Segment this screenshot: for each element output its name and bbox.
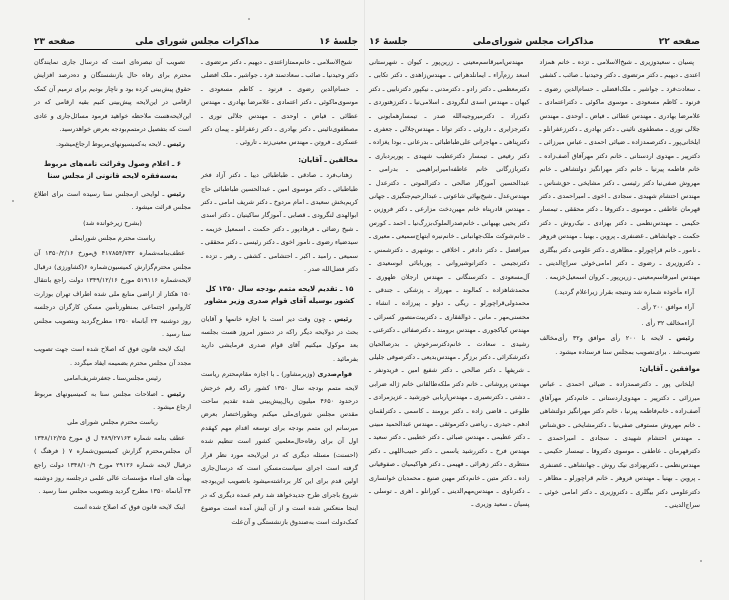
- scan-speck: [248, 18, 250, 20]
- opponents-list: زهتاب‌فرد ـ صادقی ـ طباطبائی دیبا ـ دکتر آزاد فخر طباطبائی ـ دکتر موسوی امین ـ عبدالحسین طباطبائی حاج کریم‌بخش سعیدی ـ امام مردوخ ـ دکتر شریف امامی ـ دکتر ابوالهدی لنگرودی ـ قصابی ـ آموزگار ساکینیان ـ دکتر اسدی ـ شیخ رضائی ـ فرهادپور ـ دکتر حکمت ـ اسمعیل خزیمه ـ سیدضیاء رضوی ـ نامور اخوی ـ دکتر رئیسی ـ دکتر محققی ـ سمیعی ـ رامبد ـ اکبر ـ احتشامی ـ کشفی ـ رهبر ـ تزده ـ دکتر فضل‌الله صدر .: [200, 171, 358, 274]
- column-left: [369, 56, 530, 514]
- minister-statement: قوام‌صدری (وزیرمشاور) ـ با اجازه مقام‌محترم ریاست لایحه متمم بودجه سال ۱۳۵۰ کشور راکه رقم خرجش درحدود ۴۶۵۰ میلیون ریال‌پیش‌بینی شده تقدیم ساحت مقدس مجلس شورای‌ملی میکنم وبطوراختصار بعرض میرسانم این متمم بودجه برای توسعه اقدام مهم کهقدم اول آن برای رفاه‌حال‌معلمین کشور است تنظیم شده (احسنت) مسئله دیگری که در این‌لایحه مورد نظر قرار گرفته است اجرای سیاست‌مسکن است که درسال‌جاری اولین قدم برای این کار برداشته‌میشود باتصویب این‌بودجه شروع باجرای طرح جدیدخواهد شد رقم عمده دیگری که در اینجا منعکس شده است و از آن آیش آمده است موضوع کمک‌دولت است به‌صندوق بازنشستگی و آن‌علت: [201, 370, 358, 526]
- voter-names: پسیان ـ سعیدوزیری ـ شیخ‌الاسلامی ـ تزده ـ خانم همزاد اعتدی ـ دیهیم ـ دکتر مرتضوی ـ دکتر وحیدنیا ـ صائب ـ کشفی ـ سعادت‌فرد ـ جواشیر ـ ملک‌افضلی ـ حسام‌الدین رضوی ـ فرنود ـ کاظم مسعودی ـ موسوی ماکوئی ـ دکتراعتمادی ـ غلامرضا بهادری ـ مهندس عطائی ـ فیاض ـ اوحدی ـ مهندس جلالی نوری ـ مصطفوی نائینی ـ دکتر بهادری ـ دکترزعفرانلو ـ ایلخانی‌پور ـ دکترصمدزاده ـ ضیائی احمدی ـ عباس میرزائی ـ دکترپیر ـ مهدوی اردستانی ـ خانم دکتر مهرآفاق آصف‌زاده ـ خانم فاطمه پیرنیا ـ خانم دکتر مهرانگیز دولتشاهی ـ خانم مهروش صفی‌نیا دکتر رئیسی ـ دکتر مشایخی ـ حق‌شناس ـ مهندس احتشام شهیدی ـ سجادی ـ اخوی ـ امیراحمدی ـ دکتر قهرمان عاطفی ـ موسوی ـ دکتروفا ـ دکتر محققی ـ تیمسار حکیمی ـ مهندس‌نظمی ـ دکتر بهزادی ـ نیک‌روش ـ دکتر حکمت ـ جهانشاهی ـ غضنفری ـ پروین ـ بهنیا ـ مهندس فروهر ـ نامور ـ خانم قراچورلو ـ مظاهری ـ دکتر علومی دکتر بیگلری ـ دکتروزیری ـ رضوی ـ دکتر امامی‌خوئی سراج‌الدینی ـ مهندس امیرقاسم‌معینی ـ زرین‌پور ـ کروان اسمعیل‌خزیمه .: [539, 58, 700, 281]
- scan-speck: [12, 200, 14, 202]
- letter-body: عطف بنامه شماره ۴۸۹/۲۷۱۶۳ ل ق مورخ ۱۳۴۸/۱۲/۲۵ آن مجلس‌محترم گزارش کمیسیون‌شماره ۷ ( فرهنگ ) درقبال لایحه شماره ۲۹۱۲۶ مورخ ۱۳۴۸/۱۰/۹ دولت راجع بهیأت های امناء مؤسسات عالی علمی درجلسه روز دوشنبه ۲۴ آبانماه ۱۳۵۰ مطرح گردید وبتصویب مجلس سنا رسید .: [34, 433, 192, 496]
- session-label: جلسهٔ ۱۶: [369, 37, 408, 47]
- letter-body: عطف‌بنامه‌شماره ۴۱۷۸۵۴/۷۳۲ ق‌مورخ ۱۳۵۰/۲/۱۶ آن مجلس محترم‌گزارش کمیسیون‌شماره ۶(کشاورزی) درقبال لایحه‌شماره ۵۱۹۱۱۶ مورخ ۱۳۴۹/۱۲/۱۶ دولت راجع بانتقال ۱۵۰ هکتار از اراضی منابع ملی شده اطراف تهران بوزارت کاروامور اجتماعی بمنظورتأمین مسکن کارگران درجلسه روز دوشنبه ۲۴ آبانماه ۱۳۵۰ مطرح‌گردید وبتصویب مجلس سنا رسید .: [34, 249, 192, 338]
- running-title: مذاکرات مجلس شورای ملی: [135, 37, 260, 47]
- voter-names: مهندس‌امیرقاسم‌معینی ـ زرین‌پور ـ کیوان ـ شهرستانی اسعد رزم‌آراء ـ ایمانلدهراتی ـ مهندس‌زاهدی ـ دکتر تکابی ـ دکترمعظمی ـ دکتر رادو ـ دکترمدنی ـ نیکپور دکترنابیی ـ دکتر کیهان ـ مهندس اسدی لنگرودی ـ اسلامی‌نیا ـ دکترزهتوردی ـ دکترراد ـ دکترمیروجیه‌الله صدر ـ تیمسارهمایونی ـ دکترجزایری ـ داروئی ـ دکتر توانا ـ مهندس‌جلالی ـ جعفری ـ دکترپناهی ـ مهاجرانی علی‌طباطبائی ـ بدرعانی ـ بودا یغزاده ـ دکتر رفیعی ـ تیمسار دکترعطیب شهیدی ـ پوربردباری ـ دکتربازرگانی خانم عاطفه‌امیرابراهیمی ـ بدرامی ـ عبدالحسین آموزگار صالحی ـ دکترالموتی ـ دکترعدل ـ مهندس‌عدل ـ شیخ‌بهائی شاعوتی ـ عبدالرحیم‌جنگیزی ـ جهانی ـ مهندس قادرپناه خانم مهین‌دخت مزارعی ـ دکتر فروزین ـ دکتر یحیی بهبهانی ـ خانم‌صدرالملوک‌بزرگ‌نیا ـ احمد ـ کورس ـ خانم‌شوکت ملک‌جهانبانی ـ خانم‌نیره ابتهاج‌سمیعی ـ معیری ـ میرافضل ـ دکتر دادفر ـ اخلاقی ـ بوشهری ـ دکترشمس ـ دکترنجیمی ـ دکترانوشیروانی ـ پوربابائی ابوسعیدی ـ آل‌مسعودی ـ دکترسنگانی ـ مهندس ارجلان ظهوری ـ محمدشاهزاده ـ کمالوند ـ مهرزاد ـ پزشکی ـ جندقی ـ محمدولی‌قراچورلو ـ ریگی ـ دولو ـ پیرزاده ـ انشاء ـ محسنی‌مهر ـ مانی ـ ذوالفقاری ـ دکتربیت‌منصور کسرائی ـ مهندس کیاکجوری ـ مهندس برومند ـ دکترصفائی ـ دکترغنی ـ رشیدی ـ سعادت ـ خانم‌دکترسرخوش ـ بدرصالحیان دکترشکرائی ـ دکتر برزگر ـ مهندس‌بدیعی ـ دکترصوفی جلیلی ـ شریفها ـ دکتر صالحی ـ دکتر شفیع امین ـ فریدونفر ـ مهندس پروشانی ـ خانم دکتر ملکه‌طالقانی خانم ژاله ضرابی ـ دشتی ـ دکترنصیری ـ مهندس‌اربابی خورشید ـ عزیزمرادی ـ طلوعی ـ قاضی زاده ـ دکتر برومند ـ کاسمی ـ دکترلقمان ادهم ـ حیدری ـ ریاضی دکترموثقی ـ مهندس عبدالحمید مبینی ـ دکتر عظیمی ـ مهندس صبائی ـ دکتر خطیبی ـ دکتر سعید ـ مهندس فرخ ـ دکتررشید یاسمی ـ دکتر حبیب‌اللهی ـ دکتر منتظری ـ دکتر زهرائی ـ فهیمی ـ دکتر هواکیمیان ـ صفوقیانی زاده ـ دکتر متین ـ خانم‌دکتر مهین صنیع ـ محمدیان خوانساری ـ دکترناوی ـ مهندس‌مهم‌الدینی ـ کورانلو ـ اهری ـ توسلی ـ پسیان ـ سعید وزیری ـ: [369, 58, 530, 509]
- page-number: صفحه ۲۳: [34, 37, 76, 47]
- read-note: (بشرح زیرخوانده شد): [83, 218, 142, 227]
- president-statement: رئیس ـ لایحه به‌کمیسیونهای‌مربوط ارجاع‌میشود.: [56, 140, 185, 149]
- running-title: مذاکرات مجلس شورای‌ملی: [472, 37, 594, 47]
- vote-note: آراء مأخوذه شماره شد ونتیجه بقرار زیراعلام گردید.): [554, 287, 694, 296]
- president-statement: رئیس ـ اصلاحات مجلس سنا به کمیسیونهای مربوط ارجاع میشود .: [34, 389, 191, 411]
- session-label: جلسهٔ ۱۶: [319, 37, 358, 47]
- item-6-heading: ۶ ـ اعلام وصول وقرائت نامه‌های مربوط به‌سه‌فقره لایحه قانونی از مجلس سنا: [44, 159, 181, 180]
- president-statement: رئیس ـ لایحه با ۲۰۰ رأی موافق و۳۲ رأی‌مخالف تصویب‌شد . برای‌تصویب بمجلس سنا فرستاده میشود .: [539, 334, 700, 356]
- page-header: [34, 35, 358, 50]
- column-right: [201, 56, 358, 531]
- page-23: [0, 0, 364, 600]
- president-statement: رئیس ـ لوایحی ازمجلس سنا رسیده است برای اطلاع مجلس قرائت میشود .: [34, 189, 191, 212]
- column-left: [34, 56, 191, 531]
- paragraph: تصویب آن تبصره‌ای است که درسال جاری نمایندگان محترم برای رفاه حال بازنشستگان و ده‌درصد افزایش حقوق پیش‌بینی کرده بود و ناچار بودیم برای ترمیم آن کمک ارقامی در این‌لایحه پیش‌بینی کنیم بقیه ارقامی که در این‌لایحه‌هست ملاحظه خواهید فرمود مسائل‌جاری و عادی است که بتفصیل درمتمم‌بودجه بعرض خواهدرسید.: [34, 58, 191, 134]
- page-header: [369, 35, 700, 50]
- supporters-list: ایلخانی پور ـ دکترصمدزاده ـ ضیائی احمدی ـ عباس میرزائی ـ دکترپیر ـ مهدوی‌اردستانی ـ خانم‌دکتر مهرآفاق آصف‌زاده ـ خانم‌فاطمه پیرنیا ، خانم دکتر مهرانگیز دولتشاهی ـ خانم مهروش مستوفی صفی‌نیا ـ دکترمشایخی ـ حق‌شناس ـ مهندس احتشام شهیدی ـ سجادی ـ امیراحمدی ـ دکترقهرمان ـ عاطفی ـ موسوی دکتروفا ـ تیمسار حکیمی ـ مهندس‌نظمی ـ دکتربهزادی نیک روش ـ جهانشاهی ـ غضنفری ـ پروین ـ بهنیا ـ مهندس فروهر ـ خانم قراچورلو ـ مظاهر ـ دکترعلومی دکتر بیگلری ـ دکتروزیری ـ دکتر امامی خوئی ـ سراج‌الدینی ـ: [539, 380, 700, 509]
- speaker-name: رئیس: [334, 314, 352, 323]
- scan-speck: [700, 560, 702, 562]
- opponents-heading: مخالفین ـ آقایان:: [298, 155, 358, 164]
- page-22: [364, 0, 728, 600]
- amendment-note: اینک لایحه قانون فوق که اصلاح شده است جهت تصویب مجدد آن مجلس محترم بضمیمه ایفاد میگردد .: [34, 345, 191, 367]
- amendment-note: اینک لایحه قانون فوق که اصلاح شده است: [73, 502, 185, 511]
- page-number: صفحه ۲۲: [658, 37, 700, 47]
- voter-names: شیخ‌الاسلامی ـ خانم‌ممتازاعتدی ـ دیهیم ـ دکتر مرتضوی ـ دکتر وحیدنیا ـ صائب ـ سعادتمند فرد ـ جواشیر ـ ملک افضلی ـ حسام‌الدین رضوی ـ فرنود ـ کاظم مسعودی ـ موسوی‌ماکوئی ـ دکتر اعتمادی ـ غلامرضا بهادری ـ مهندس عطائی ـ فیاض ـ اوحدی ـ مهندس جلالی نوری ـ مصطفوی‌نائینی ـ دکتر بهادری ـ دکتر زعفرانلو ـ پیمان دکتر عسکری ـ فروتن ـ مهندس معینی‌زند ـ تاروئی .: [201, 58, 358, 147]
- supporters-heading: موافقین ـ آقایان:: [639, 364, 700, 373]
- item-15-heading: ۱۵ ـ تقدیم لایحه متمم بودجه سال ۱۳۵۰ کل کشور بوسیله آقای قوام صدری وزیر مشاور: [204, 284, 355, 305]
- president-statement: رئیس ـ چون وقت دیر است با اجازه خانمها و آقایان بحث در دولایحه دیگر راکه در دستور امروز هست بجلسه بعد موکول میکنیم آقای قوام صدری فرمایشی دارید بفرمائید .: [201, 314, 358, 363]
- votes-against: آراءمخالف ۳۲ رأی .: [641, 318, 694, 327]
- speaker-name: قوام‌صدری: [317, 370, 352, 379]
- signature: رئیس مجلس‌سنا ـ جعفرشریف‌امامی: [64, 374, 161, 383]
- column-right: [540, 56, 701, 514]
- salutation: ریاست محترم مجلس شورایملی: [69, 234, 156, 243]
- salutation: ریاست محترم مجلس شورای ملی: [67, 418, 158, 427]
- votes-for: آراء موافق ۲۰۰ رأی .: [637, 303, 694, 312]
